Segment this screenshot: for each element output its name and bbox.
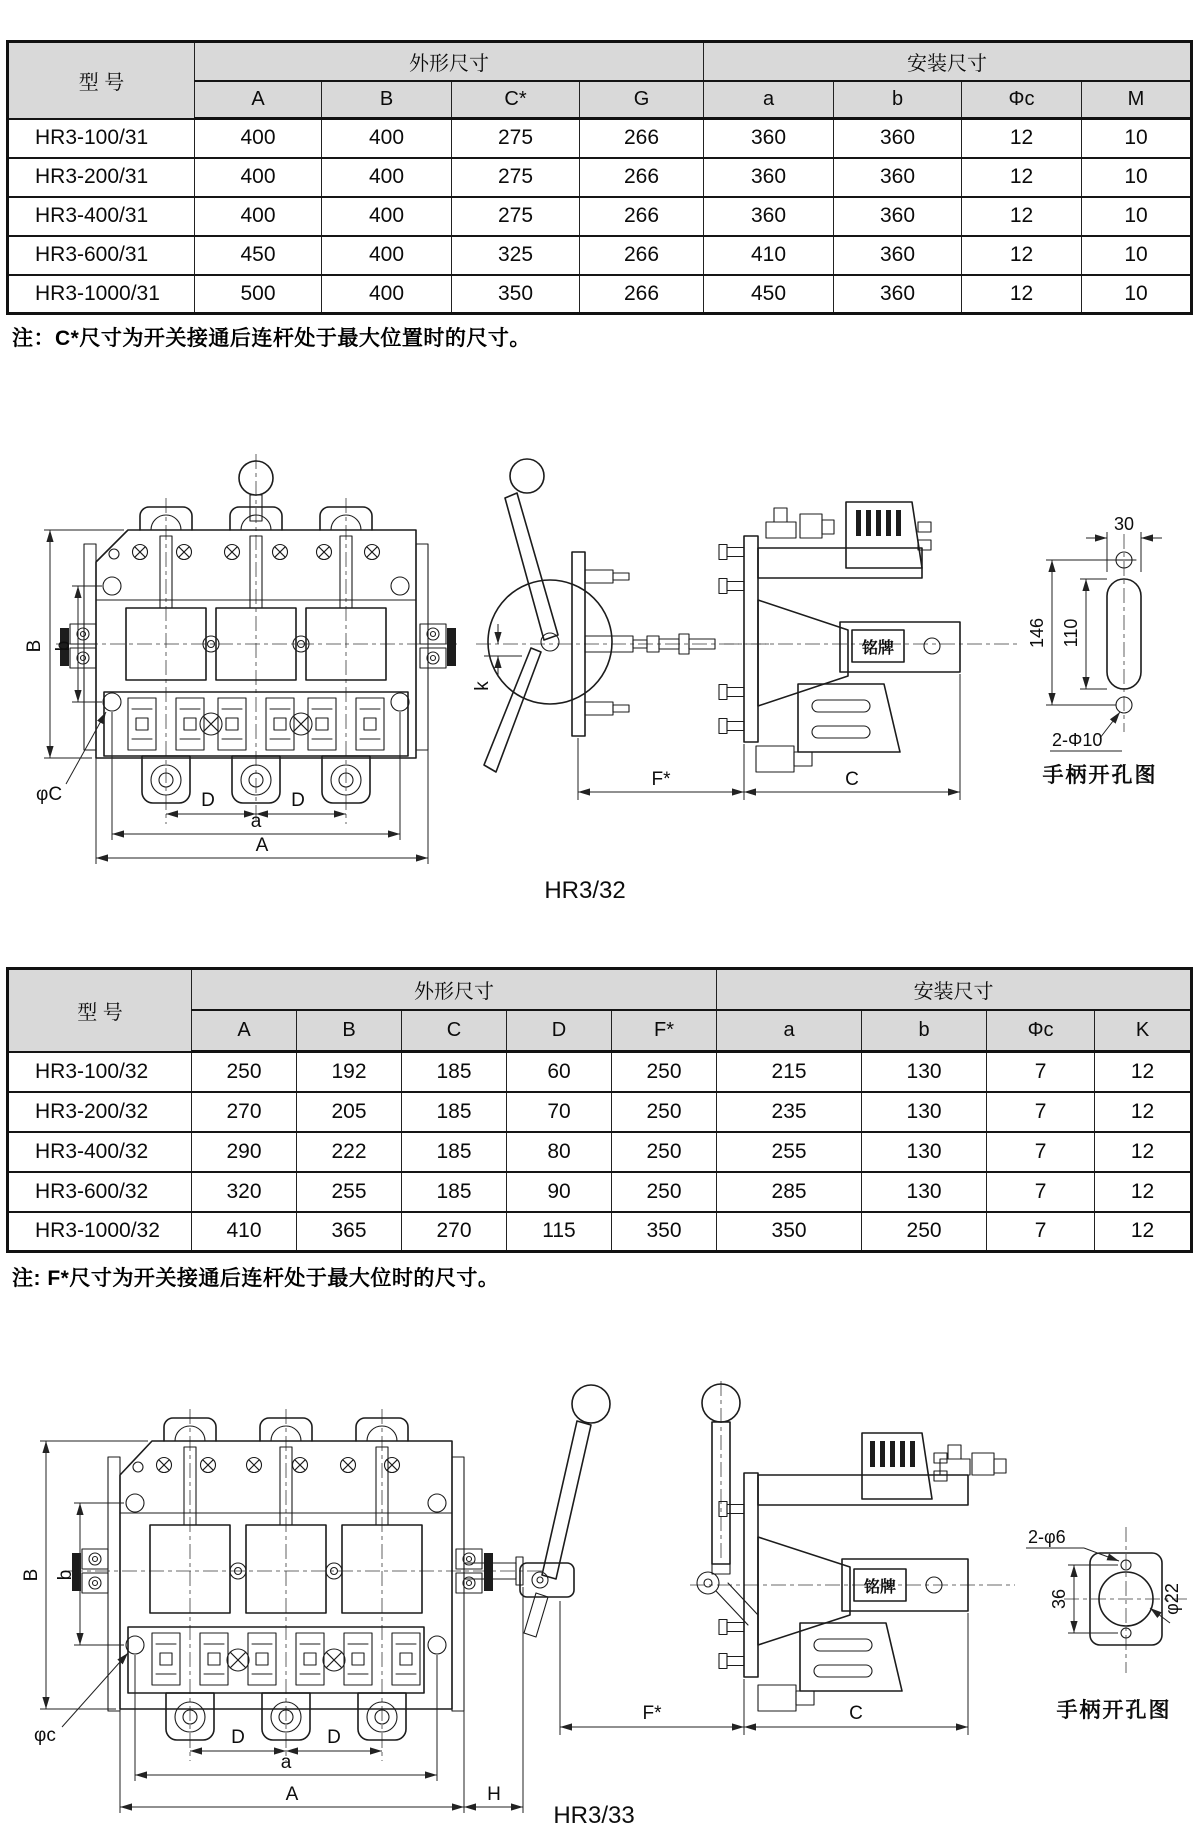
col-header: a	[717, 1010, 862, 1052]
dim-label-D: D	[201, 790, 215, 811]
figure-hr3-33	[0, 1375, 1200, 1844]
dim-label-B: B	[21, 1568, 42, 1582]
col-header: B	[322, 81, 452, 119]
table-row: HR3-1000/32 410 365 270 115 350 350 250 7 12	[8, 1212, 1192, 1252]
dim-label-110: 110	[1061, 618, 1081, 648]
dim-label-F: F*	[642, 1703, 662, 1724]
dim-label-A: A	[285, 1784, 299, 1805]
dim-label-a: a	[280, 1752, 292, 1773]
dimension-table-hr3-32	[6, 967, 1193, 1253]
table-row: HR3-100/32 250 192 185 60 250 215 130 7 12	[8, 1052, 1192, 1092]
model-cell: HR3-400/32	[8, 1132, 192, 1172]
dim-label-146: 146	[1027, 617, 1047, 649]
dim-label-a: a	[250, 811, 262, 832]
table-row: HR3-200/31 400 400 275 266 360 360 12 10	[8, 158, 1192, 197]
table-row: HR3-1000/31 500 400 350 266 450 360 12 10	[8, 275, 1192, 314]
ball-handle-icon	[572, 1385, 610, 1423]
col-header: D	[507, 1010, 612, 1052]
outline-dims-group-header: 外形尺寸	[195, 42, 704, 81]
table-row: HR3-600/31 450 400 325 266 410 360 12 10	[8, 236, 1192, 275]
col-header: M	[1082, 81, 1192, 119]
dim-label-30: 30	[1113, 514, 1135, 534]
hr3-33-side-view-mounting	[560, 1381, 1015, 1735]
col-header: a	[704, 81, 834, 119]
table-row: HR3-400/31 400 400 275 266 360 360 12 10	[8, 197, 1192, 236]
dim-label-C: C	[849, 1703, 863, 1724]
model-cell: HR3-400/31	[8, 197, 195, 236]
dim-label-36: 36	[1049, 1588, 1069, 1610]
col-header: C*	[452, 81, 580, 119]
model-cell: HR3-600/32	[8, 1172, 192, 1212]
dim-label-b: b	[55, 1569, 76, 1581]
hr3-32-side-view-handle	[472, 459, 770, 772]
model-cell: HR3-200/31	[8, 158, 195, 197]
handle-hole-caption: 手柄开孔图	[1042, 764, 1158, 787]
table2-note: 注: F*尺寸为开关接通后连杆处于最大位时的尺寸。	[12, 1267, 500, 1290]
dim-label-phic: φc	[34, 1725, 56, 1746]
dimension-table-hr3-31	[6, 40, 1193, 315]
dim-label-2phi6: 2-φ6	[1028, 1527, 1066, 1547]
col-header: A	[195, 81, 322, 119]
model-cell: HR3-100/32	[8, 1052, 192, 1092]
model-column-header: 型 号	[8, 969, 192, 1052]
dim-label-b: b	[53, 640, 74, 652]
col-header: Φc	[987, 1010, 1095, 1052]
model-cell: HR3-200/32	[8, 1092, 192, 1132]
dim-label-phi22: φ22	[1162, 1583, 1182, 1615]
mounting-dims-group-header: 安装尺寸	[717, 969, 1192, 1010]
ball-handle-icon	[510, 459, 544, 493]
col-header: b	[834, 81, 962, 119]
figure1-title: HR3/32	[544, 877, 626, 904]
dim-label-F: F*	[651, 769, 671, 790]
dim-label-B: B	[24, 639, 45, 653]
nameplate-label: 铭牌	[863, 1579, 897, 1596]
hr3-32-handle-hole-diagram	[1027, 514, 1162, 787]
model-cell: HR3-1000/32	[8, 1212, 192, 1252]
col-header: A	[192, 1010, 297, 1052]
dim-label-A: A	[255, 835, 269, 856]
dim-label-D: D	[327, 1727, 341, 1748]
col-header: C	[402, 1010, 507, 1052]
hr3-32-side-view-mounting	[578, 502, 1020, 800]
table1-note: 注：C*尺寸为开关接通后连杆处于最大位置时的尺寸。	[12, 327, 531, 350]
col-header: B	[297, 1010, 402, 1052]
model-column-header: 型 号	[8, 42, 195, 119]
nameplate-label: 铭牌	[861, 640, 895, 657]
table-row: HR3-100/31 400 400 275 266 360 360 12 10	[8, 119, 1192, 158]
table-row: HR3-400/32 290 222 185 80 250 255 130 7 12	[8, 1132, 1192, 1172]
dim-label-D: D	[231, 1727, 245, 1748]
hr3-33-handle-hole-diagram	[1026, 1527, 1188, 1722]
dim-label-k: k	[472, 681, 493, 691]
model-cell: HR3-600/31	[8, 236, 195, 275]
figure2-title: HR3/33	[553, 1802, 635, 1829]
model-cell: HR3-100/31	[8, 119, 195, 158]
dim-label-phiC: φC	[36, 784, 63, 805]
dim-label-2phi10: 2-Φ10	[1052, 730, 1103, 750]
model-cell: HR3-1000/31	[8, 275, 195, 314]
mounting-dims-group-header: 安装尺寸	[704, 42, 1192, 81]
hr3-33-front-view	[21, 1385, 610, 1813]
col-header: F*	[612, 1010, 717, 1052]
dim-label-H: H	[487, 1784, 501, 1805]
col-header: G	[580, 81, 704, 119]
col-header: Φc	[962, 81, 1082, 119]
figure-hr3-32	[0, 440, 1200, 920]
outline-dims-group-header: 外形尺寸	[192, 969, 717, 1010]
hr3-32-front-view	[24, 454, 458, 864]
col-header: b	[862, 1010, 987, 1052]
dim-label-C: C	[845, 769, 859, 790]
handle-hole-caption: 手柄开孔图	[1056, 1699, 1172, 1722]
dim-label-D: D	[291, 790, 305, 811]
col-header: K	[1095, 1010, 1192, 1052]
table-row: HR3-200/32 270 205 185 70 250 235 130 7 12	[8, 1092, 1192, 1132]
table-row: HR3-600/32 320 255 185 90 250 285 130 7 12	[8, 1172, 1192, 1212]
